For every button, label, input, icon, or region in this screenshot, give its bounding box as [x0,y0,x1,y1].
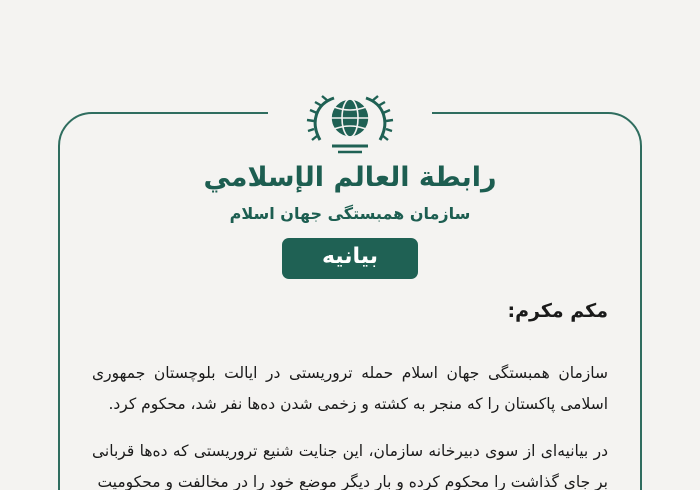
globe-wheat-wreath-emblem [290,84,410,160]
status-badge: بیانیه [282,238,418,279]
statement-badge-container [0,238,700,279]
organization-persian-name: سازمان همبستگی جهان اسلام [229,204,471,223]
body-paragraph-2: در بیانیه‌ای از سوی دبیرخانه سازمان، این جنایت شنیع تروریستی که ده‌ها قربانی بر جای گذاشت را محکوم کرده و بار دیگر موضع خود را در مخالفت و محکومیت [92,442,608,490]
body-paragraph-1: سازمان همبستگی جهان اسلام حمله تروریستی در ایالت بلوچستان جمهوری اسلامی پاکستان را که منجر به کشته و زخمی شدن ده‌ها نفر شد، محکوم کرد. [92,364,608,413]
salutation-text: مکم مکرم: [507,300,608,322]
organization-arabic-wordmark: رابطة العالم الإسلامي [203,162,497,193]
